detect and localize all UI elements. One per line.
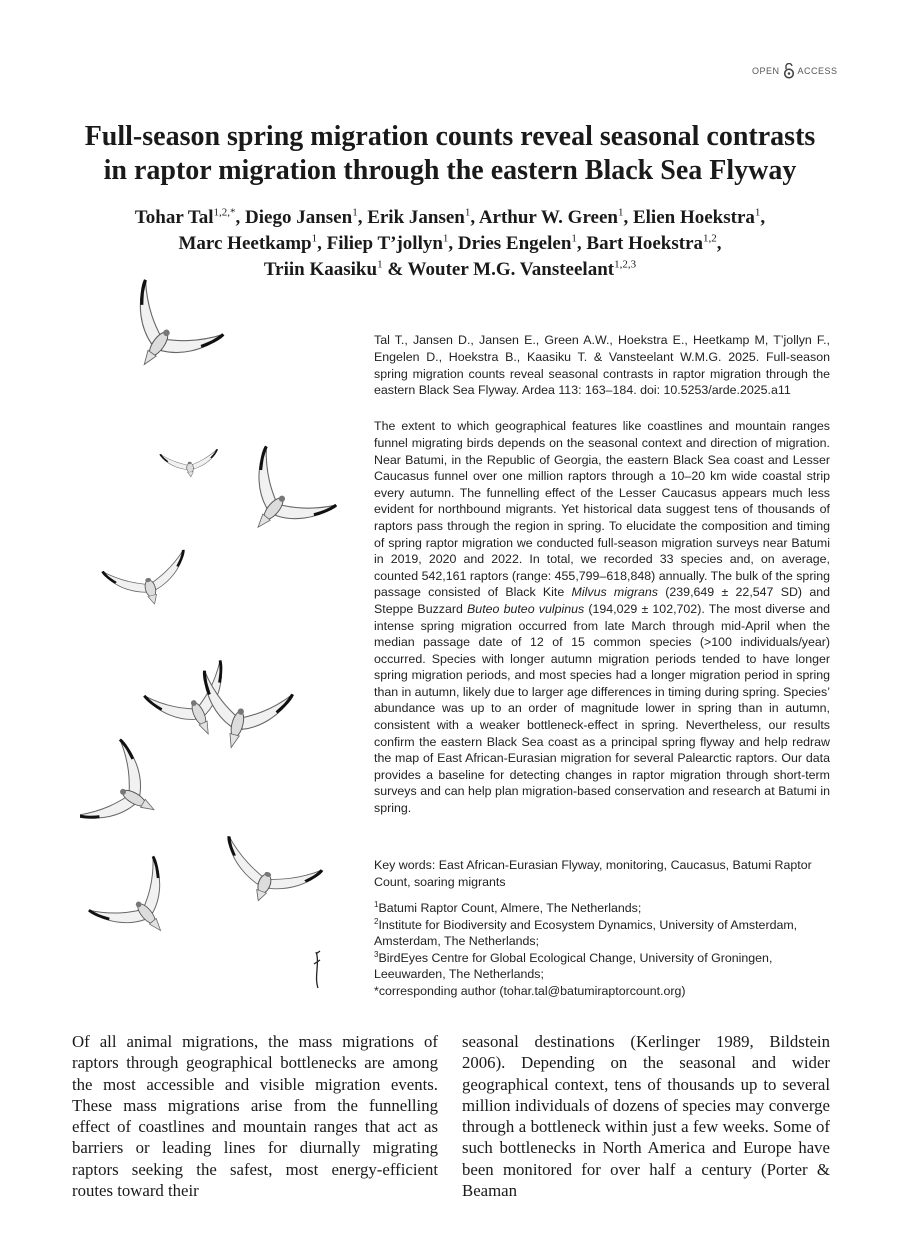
author: Dries Engelen$^1$, [457, 232, 587, 254]
open-access-badge [752, 63, 838, 79]
author: Arthur W. Green$^1$, [478, 206, 633, 228]
abstract-text: The extent to which geographical features like coastlines and mountain ranges funnel migrating birds depends on the seasonal context and direction of migration. Near Batumi, in the Republic of Georgia, the eastern Black Sea coast and Lesser Caucasus funnel over one million raptors through a 10–20 km wide coastal strip every autumn. The funnelling effect of the Lesser Caucasus appears much less evident for northbound migrants. Yet historical data suggest tens of thousands of raptors pass through the region in spring. To elucidate the composition and timing of spring raptor migration we conducted full-season migration surveys near Batumi in 2019, 2020 and 2022. In total, we recorded 33 species and, on average, counted 542,161 raptors (range: 455,799–618,848) annually. The bulk of the spring passage consisted of Black Kite Milvus migrans (239,649 ± 22,547 SD) and Steppe Buzzard Buteo buteo vulpinus (194,029 ± 102,702). The most diverse and intense spring migration occurred from late March through mid-April when the median passage date of 12 of 15 common species (>100 individuals/year) occurred. Species with longer autumn migration periods tended to have longer spring migration periods, and most species had a longer migration period in spring than in autumn, likely due to larger age differences in timing during spring. Species’ abundance was up to an order of magnitude lower in spring than in autumn, consistent with a weaker bottleneck-effect in spring. Nevertheless, our results confirm the eastern Black Sea coast as a principal spring flyway and help redraw the map of East African-Eurasian migration for several Palearctic raptors. Our data provides a baseline for detecting changes in raptor migration through short-term surveys and can help plan migration-based conservation and research at Batumi in spring. [374, 419, 830, 816]
affiliations [374, 900, 830, 1000]
raptor-sketch [223, 446, 336, 556]
raptor-sketch [105, 280, 223, 392]
article-title-line-2: in raptor migration through the eastern Black Sea Flyway [103, 155, 797, 186]
raptor-sketch [80, 740, 176, 848]
affiliation-item: $^3$BirdEyes Centre for Global Ecological Change, University of Groningen, Leeuwarden, The Netherlands; [374, 949, 773, 982]
raptor-sketch [160, 449, 219, 479]
body-text-column-2: seasonal destinations (Kerlinger 1989, Bildstein 2006). Depending on the seasonal and wider geographical context, tens of thousands up to several million individuals of dozens of species may converge through a bottleneck within just a few weeks. Some of such bottlenecks in North America and Europe have been monitored for over half a century (Porter & Beaman [462, 1032, 830, 1201]
species-name: Milvus migrans [571, 585, 658, 600]
author: Bart Hoekstra$^{1,2}$, [586, 232, 722, 254]
article-title [60, 120, 840, 188]
author: Marc Heetkamp$^1$, [178, 232, 327, 254]
author: Triin Kaasiku$^1$ & [263, 258, 408, 280]
raptor-sketch [212, 836, 322, 917]
author: Filiep T’jollyn$^1$, [326, 232, 458, 254]
corresponding-author: *corresponding author (tohar.tal@batumiraptorcount.org) [374, 983, 686, 998]
citation-text: Tal T., Jansen D., Jansen E., Green A.W., Hoekstra E., Heetkamp M, T’jollyn F., Engelen D., Hoekstra B., Kaasiku T. & Vansteelant W.M.G. 2025. Full-season spring migration counts reveal seasonal contrasts in raptor migration through the eastern Black Sea Flyway. Ardea 113: 163–184. doi: 10.5253/arde.2025.a11 [374, 333, 830, 398]
body-text-column-1: Of all animal migrations, the mass migrations of raptors through geographical bottlenecks are among the most accessible and visible migration events. These mass migrations arise from the funnelling effect of coastlines and mountain ranges that act as barriers or leading lines for diurnally migrating raptors seeking the safest, most energy-efficient routes toward their [72, 1032, 438, 1201]
species-name: Buteo buteo vulpinus [467, 601, 585, 616]
artist-signature [314, 951, 320, 988]
open-access-label-left: OPEN [752, 66, 780, 76]
article-title-line-1: Full-season spring migration counts reveal seasonal contrasts [84, 121, 816, 152]
affiliation-item: $^1$Batumi Raptor Count, Almere, The Netherlands; [374, 899, 642, 915]
open-access-lock-icon [783, 63, 795, 79]
author: Elien Hoekstra$^1$, [632, 206, 766, 228]
open-access-label-right: ACCESS [797, 66, 838, 76]
raptor-sketch [89, 856, 193, 957]
author: Wouter M.G. Vansteelant$^{1,2,3}$ [407, 258, 637, 280]
affiliation-item: $^2$Institute for Biodiversity and Ecosystem Dynamics, University of Amsterdam, Amsterdam, The Netherlands; [374, 916, 798, 949]
author: Tohar Tal$^{1,2,*}$, [134, 206, 246, 228]
raptor-flock-illustration [80, 272, 360, 1012]
author: Diego Jansen$^1$, [245, 206, 368, 228]
author: Erik Jansen$^1$, [367, 206, 479, 228]
raptor-sketch [103, 550, 195, 615]
keywords: Key words: East African-Eurasian Flyway, monitoring, Caucasus, Batumi Raptor Count, soaring migrants [374, 858, 812, 889]
